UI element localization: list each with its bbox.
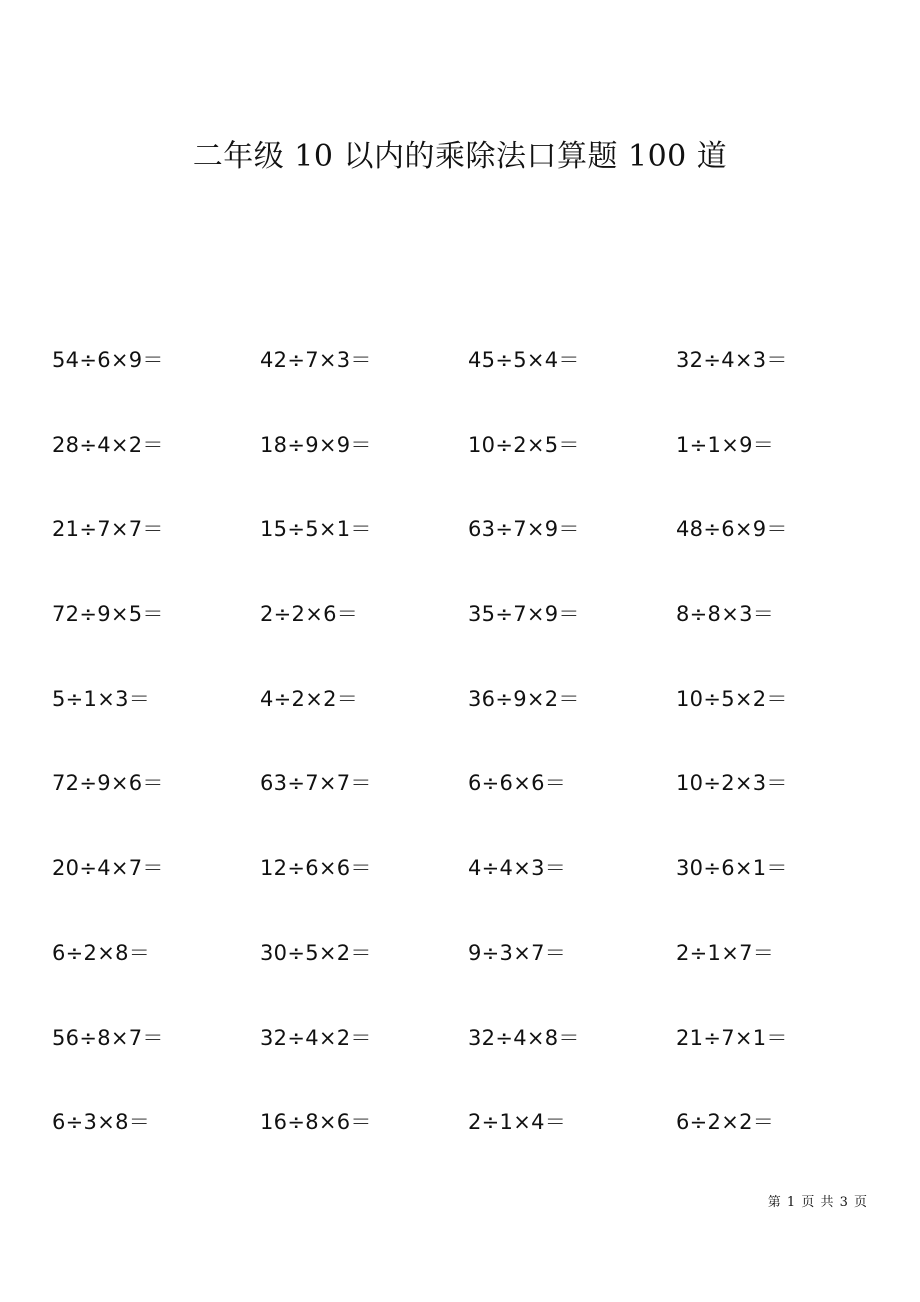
problem-item: 21÷7×1＝ <box>676 1025 788 1050</box>
problem-item: 2÷2×6＝ <box>260 602 359 627</box>
page-number-footer: 第 1 页 共 3 页 <box>767 1195 868 1210</box>
problem-item: 56÷8×7＝ <box>52 1025 164 1050</box>
problem-item: 8÷8×3＝ <box>676 602 775 627</box>
problem-item: 54÷6×9＝ <box>52 348 164 372</box>
problem-item: 36÷9×2＝ <box>468 686 580 711</box>
problem-item: 18÷9×9＝ <box>260 432 372 457</box>
problem-item: 42÷7×3＝ <box>260 348 372 372</box>
problem-item: 45÷5×4＝ <box>468 348 580 372</box>
problem-item: 1÷1×9＝ <box>676 432 775 457</box>
problem-item: 6÷2×2＝ <box>676 1110 775 1135</box>
problem-item: 63÷7×7＝ <box>260 771 372 796</box>
problem-item: 10÷5×2＝ <box>676 686 788 711</box>
problem-item: 10÷2×5＝ <box>468 432 580 457</box>
page-title: 二年级 10 以内的乘除法口算题 100 道 <box>192 139 728 174</box>
problem-item: 20÷4×7＝ <box>52 856 164 881</box>
problem-item: 6÷6×6＝ <box>468 771 567 796</box>
problem-item: 35÷7×9＝ <box>468 602 580 627</box>
problem-item: 12÷6×6＝ <box>260 856 372 881</box>
problem-item: 63÷7×9＝ <box>468 517 580 542</box>
problem-item: 15÷5×1＝ <box>260 517 372 542</box>
problem-item: 5÷1×3＝ <box>52 686 151 711</box>
problem-item: 2÷1×4＝ <box>468 1110 567 1135</box>
problem-item: 9÷3×7＝ <box>468 940 567 965</box>
problem-grid <box>52 338 892 1185</box>
problem-item: 72÷9×5＝ <box>52 602 164 627</box>
problem-item: 21÷7×7＝ <box>52 517 164 542</box>
problem-item: 2÷1×7＝ <box>676 940 775 965</box>
problem-item: 32÷4×8＝ <box>468 1025 580 1050</box>
problem-item: 32÷4×3＝ <box>676 348 788 372</box>
problem-item: 4÷4×3＝ <box>468 856 567 881</box>
problem-item: 6÷3×8＝ <box>52 1110 151 1135</box>
problem-item: 32÷4×2＝ <box>260 1025 372 1050</box>
problem-item: 4÷2×2＝ <box>260 686 359 711</box>
problem-item: 16÷8×6＝ <box>260 1110 372 1135</box>
problem-item: 72÷9×6＝ <box>52 771 164 796</box>
problem-item: 10÷2×3＝ <box>676 771 788 796</box>
problem-item: 28÷4×2＝ <box>52 432 164 457</box>
problem-item: 30÷6×1＝ <box>676 856 788 881</box>
problem-item: 6÷2×8＝ <box>52 940 151 965</box>
problem-item: 30÷5×2＝ <box>260 940 372 965</box>
problem-item: 48÷6×9＝ <box>676 517 788 542</box>
